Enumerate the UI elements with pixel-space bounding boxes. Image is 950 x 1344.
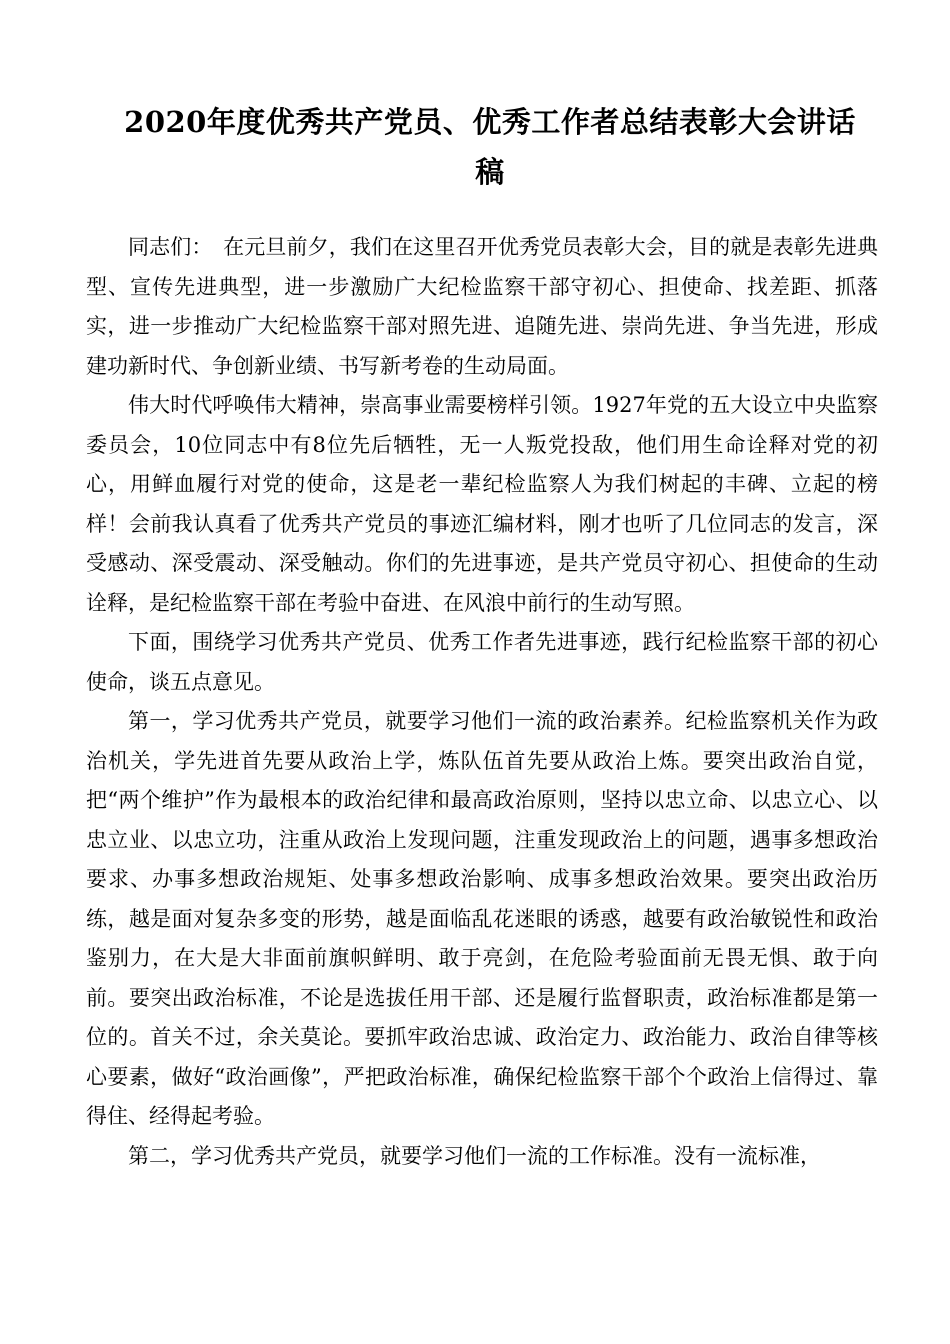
document-title-line-1: 2020年度优秀共产党员、优秀工作者总结表彰大会讲话 [124,105,856,139]
paragraph-point-one: 第一，学习优秀共产党员，就要学习他们一流的政治素养。纪检监察机关作为政治机关，学先进首先要从政治上学，炼队伍首先要从政治上炼。要突出政治自觉，把“两个维护”作为最根本的政治纪律和最高政治原则，坚持以忠立命、以忠立心、以忠立业、以忠立功，注重从政治上发现问题，注重发现政治上的问题，遇事多想政治要求、办事多想政治规矩、处事多想政治影响、成事多想政治效果。要突出政治历练，越是面对复杂多变的形势，越是面临乱花迷眼的诱惑，越要有政治敏锐性和政治鉴别力，在大是大非面前旗帜鲜明、敢于亮剑，在危险考验面前无畏无惧、敢于向前。要突出政治标准，不论是选拔任用干部、还是履行监督职责，政治标准都是第一位的。首关不过，余关莫论。要抓牢政治忠诚、政治定力、政治能力、政治自律等核心要素，做好“政治画像”，严把政治标准，确保纪检监察干部个个政治上信得过、靠得住、经得起考验。 [86,709,878,1128]
paragraph-salutation-intro: 同志们： 在元旦前夕，我们在这里召开优秀党员表彰大会，目的就是表彰先进典型、宣传先进典型，进一步激励广大纪检监察干部守初心、担使命、找差距、抓落实，进一步推动广大纪检监察干部对照先进、追随先进、崇尚先进、争当先进，形成建功新时代、争创新业绩、书写新考卷的生动局面。 [86,235,878,378]
paragraph-point-two: 第二，学习优秀共产党员，就要学习他们一流的工作标准。没有一流标准， [128,1143,821,1168]
paragraph-history: 伟大时代呼唤伟大精神，崇高事业需要榜样引领。1927年党的五大设立中央监察委员会，10位同志中有8位先后牺牲，无一人叛党投敌，他们用生命诠释对党的初心，用鲜血履行对党的使命，这是老一辈纪检监察人为我们树起的丰碑、立起的榜样！会前我认真看了优秀共产党员的事迹汇编材料，刚才也听了几位同志的发言，深受感动、深受震动、深受触动。你们的先进事迹，是共产党员守初心、担使命的生动诠释，是纪检监察干部在考验中奋进、在风浪中前行的生动写照。 [86,393,878,615]
paragraph-outline: 下面，围绕学习优秀共产党员、优秀工作者先进事迹，践行纪检监察干部的初心使命，谈五点意见。 [86,630,878,694]
document-title-line-2: 稿 [475,155,505,189]
document-body [86,228,878,1176]
